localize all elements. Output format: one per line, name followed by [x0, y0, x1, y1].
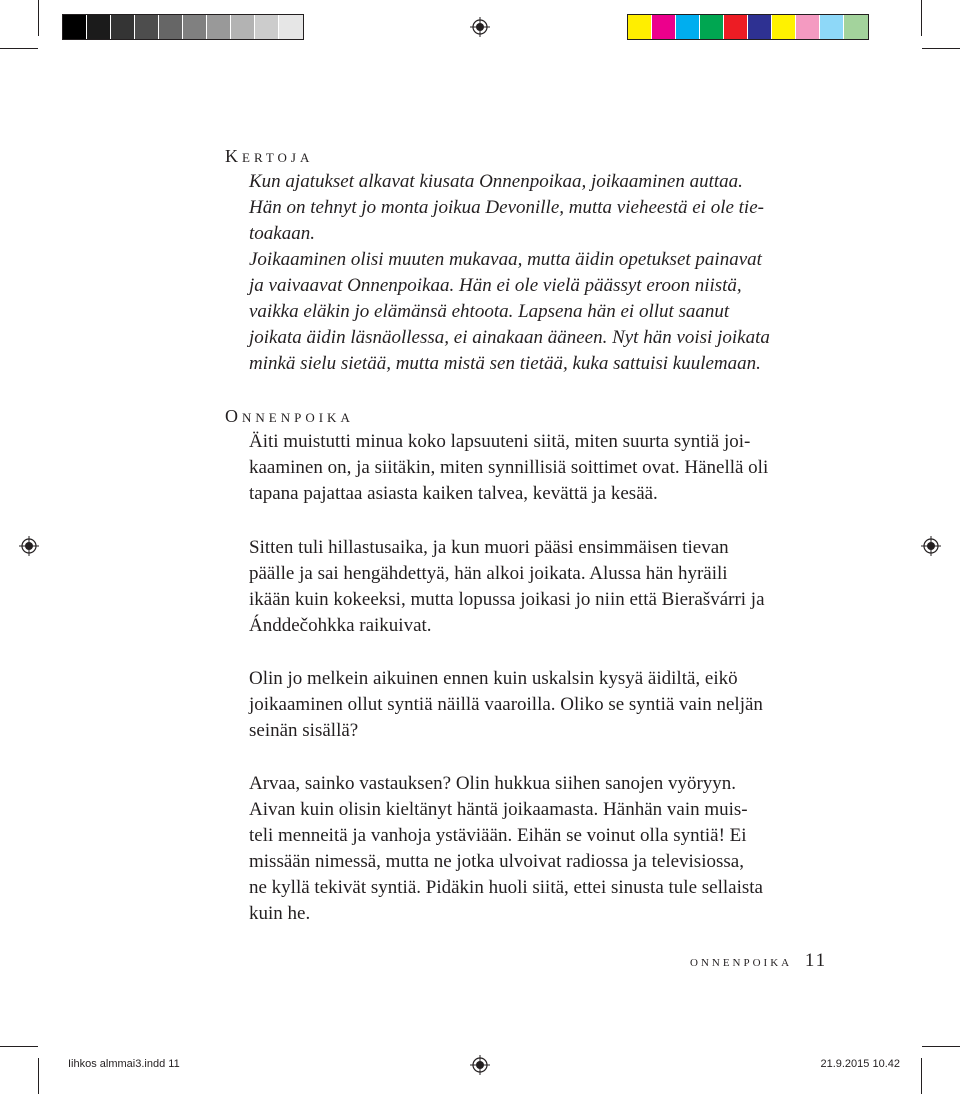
crop-mark [0, 48, 38, 49]
gray-swatch [159, 15, 183, 39]
text-line: ne kyllä tekivät syntiä. Pidäkin huoli siitä, ettei sinusta tule sellaista [249, 877, 763, 898]
gray-swatch [255, 15, 279, 39]
text-line: joikata äidin läsnäollessa, ei ainakaan ääneen. Nyt hän voisi joikata [249, 327, 770, 348]
process-color-bar [627, 14, 869, 40]
running-head-title: onnenpoika [690, 954, 793, 970]
text-line: kaaminen on, ja siitäkin, miten synnillisiä soittimet ovat. Hänellä oli [249, 457, 769, 478]
crop-mark [921, 1058, 922, 1094]
text-line: Olin jo melkein aikuinen ennen kuin uskalsin kysyä äidiltä, eikö [249, 668, 738, 689]
crop-mark [0, 1046, 38, 1047]
text-line: Sitten tuli hillastusaika, ja kun muori pääsi ensimmäisen tievan [249, 537, 729, 558]
text-line: kuin he. [249, 903, 311, 924]
color-swatch [772, 15, 796, 39]
text-line: vaikka eläkin jo elämänsä ehtoota. Lapsena hän ei ollut saanut [249, 301, 730, 322]
registration-mark-icon [19, 536, 39, 556]
registration-mark-icon [470, 1055, 490, 1075]
gray-color-bar [62, 14, 304, 40]
text-line: päälle ja sai hengähdettyä, hän alkoi joikata. Alussa hän hyräili [249, 563, 728, 584]
registration-mark-icon [470, 17, 490, 37]
text-line: minkä sielu sietää, mutta mistä sen tietää, kuka sattuisi kuulemaan. [249, 353, 761, 374]
gray-swatch [63, 15, 87, 39]
text-line: joikaaminen ollut syntiä näillä vaaroilla. Oliko se syntiä vain neljän [249, 694, 763, 715]
crop-mark [38, 0, 39, 36]
gray-swatch [111, 15, 135, 39]
color-swatch [796, 15, 820, 39]
color-swatch [844, 15, 868, 39]
text-line: Arvaa, sainko vastauksen? Olin hukkua siihen sanojen vyöryyn. [249, 773, 737, 794]
color-swatch [700, 15, 724, 39]
slug-date-info: 21.9.2015 10.42 [820, 1058, 900, 1070]
slug-file-info: Iihkos almmai3.indd 11 [68, 1058, 180, 1070]
text-line: Aivan kuin olisin kieltänyt häntä joikaamasta. Hänhän vain muis- [249, 799, 748, 820]
text-line: missään nimessä, mutta ne jotka ulvoivat radiossa ja televisiossa, [249, 851, 744, 872]
color-swatch [820, 15, 844, 39]
text-line: seinän sisällä? [249, 720, 359, 741]
narration-paragraph [249, 169, 829, 377]
gray-swatch [87, 15, 111, 39]
dialogue-paragraph [249, 666, 829, 744]
text-line: tapana pajattaa asiasta kaiken talvea, kevättä ja kesää. [249, 483, 658, 504]
text-line: ja vaivaavat Onnenpoikaa. Hän ei ole vielä päässyt eroon niistä, [249, 275, 742, 296]
speaker-heading-kertoja: Kertoja [225, 146, 314, 166]
dialogue-paragraph [249, 771, 829, 927]
speaker-heading-onnenpoika: Onnenpoika [225, 406, 354, 426]
text-line: toakaan. [249, 223, 315, 244]
dialogue-paragraph [249, 535, 829, 639]
crop-mark [922, 48, 960, 49]
page-number: 11 [804, 950, 828, 971]
crop-mark [922, 1046, 960, 1047]
text-line: Ánddečohkka raikuivat. [249, 615, 432, 636]
text-line: Hän on tehnyt jo monta joikua Devonille, mutta vieheestä ei ole tie- [249, 197, 764, 218]
gray-swatch [183, 15, 207, 39]
gray-swatch [207, 15, 231, 39]
gray-swatch [279, 15, 303, 39]
text-line: Kun ajatukset alkavat kiusata Onnenpoikaa, joikaaminen auttaa. [249, 171, 743, 192]
color-swatch [652, 15, 676, 39]
registration-mark-icon [921, 536, 941, 556]
gray-swatch [135, 15, 159, 39]
text-line: ikään kuin kokeeksi, mutta lopussa joikasi jo niin että Bierašvárri ja [249, 589, 765, 610]
crop-mark [38, 1058, 39, 1094]
running-footer [690, 950, 827, 972]
crop-mark [921, 0, 922, 36]
text-line: Joikaaminen olisi muuten mukavaa, mutta äidin opetukset painavat [249, 249, 762, 270]
gray-swatch [231, 15, 255, 39]
dialogue-paragraph [249, 429, 829, 507]
color-swatch [628, 15, 652, 39]
color-swatch [724, 15, 748, 39]
color-swatch [748, 15, 772, 39]
text-line: Äiti muistutti minua koko lapsuuteni siitä, miten suurta syntiä joi- [249, 431, 751, 452]
text-line: teli menneitä ja vanhoja ystäviään. Eihän se voinut olla syntiä! Ei [249, 825, 747, 846]
color-swatch [676, 15, 700, 39]
